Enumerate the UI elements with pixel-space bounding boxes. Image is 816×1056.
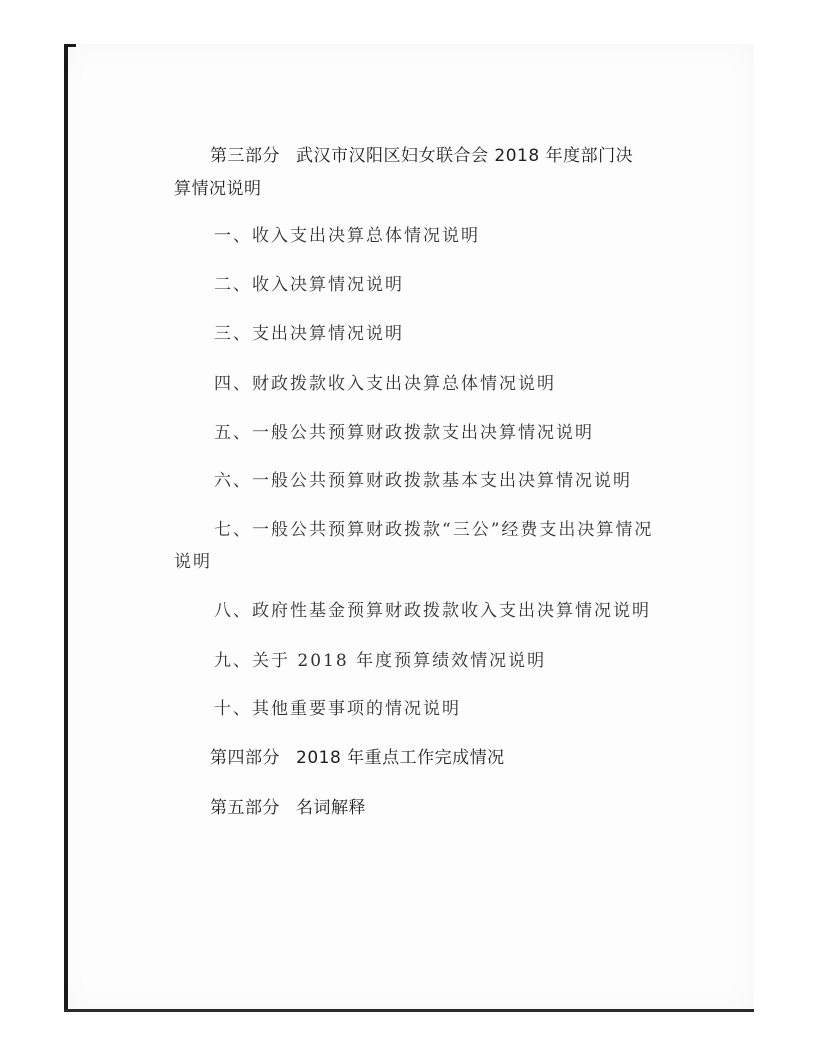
part4-title: 2018 年重点工作完成情况 (296, 748, 505, 768)
scan-edge-top (64, 44, 76, 47)
list-item: 八、政府性基金预算财政拨款收入支出决算情况说明 (214, 601, 651, 621)
scan-edge-bottom (64, 1009, 754, 1012)
list-item: 六、一般公共预算财政拨款基本支出决算情况说明 (214, 471, 632, 491)
list-item: 九、关于 2018 年度预算绩效情况说明 (214, 651, 547, 671)
list-item: 十、其他重要事项的情况说明 (214, 699, 461, 719)
part3-title-line1: 武汉市汉阳区妇女联合会 2018 年度部门决 (296, 146, 634, 166)
part3-heading-line1 (210, 141, 633, 166)
part3-label: 第三部分 (210, 146, 280, 166)
list-item: 五、一般公共预算财政拨款支出决算情况说明 (214, 423, 594, 443)
part3-title-line2: 算情况说明 (174, 179, 262, 199)
part4-label: 第四部分 (210, 748, 280, 768)
list-item: 七、一般公共预算财政拨款“三公”经费支出决算情况 (214, 520, 654, 540)
part3-heading-line2 (174, 174, 262, 199)
part5-heading (210, 793, 366, 818)
list-item: 一、收入支出决算总体情况说明 (214, 226, 480, 246)
list-item: 四、财政拨款收入支出决算总体情况说明 (214, 374, 556, 394)
part5-title: 名词解释 (296, 798, 366, 818)
part5-label: 第五部分 (210, 798, 280, 818)
list-item: 三、支出决算情况说明 (214, 324, 404, 344)
list-item-continuation: 说明 (174, 552, 212, 572)
scan-edge-left (64, 44, 68, 1012)
list-item: 二、收入决算情况说明 (214, 275, 404, 295)
part4-heading (210, 743, 505, 768)
